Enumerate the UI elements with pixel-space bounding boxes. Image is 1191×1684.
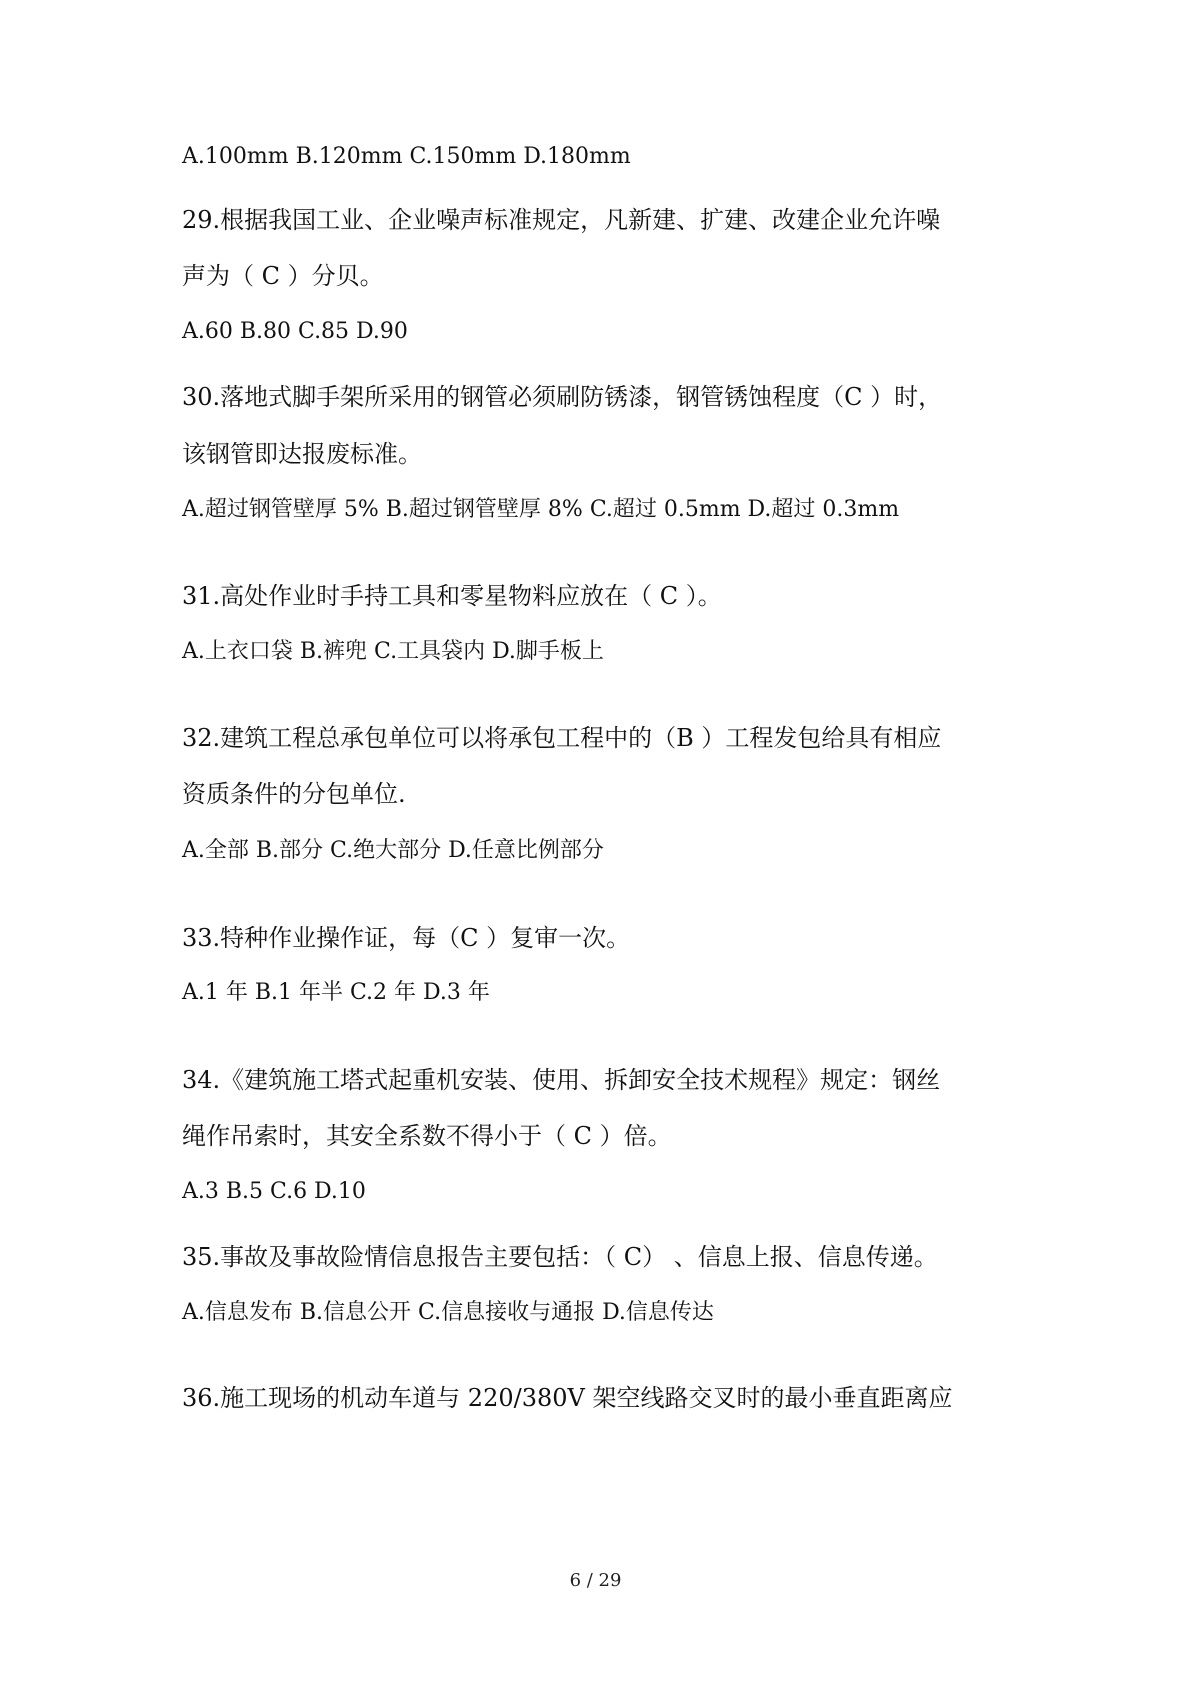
- question-29-options: A.60 B.80 C.85 D.90: [182, 319, 408, 344]
- question-36-line-1: 36.施工现场的机动车道与 220/380V 架空线路交叉时的最小垂直距离应: [182, 1384, 953, 1412]
- question-33-options: A.1 年 B.1 年半 C.2 年 D.3 年: [182, 980, 490, 1005]
- question-28-options: A.100mm B.120mm C.150mm D.180mm: [182, 144, 631, 169]
- question-32-line-2: 资质条件的分包单位.: [182, 780, 406, 808]
- question-32-line-1: 32.建筑工程总承包单位可以将承包工程中的（B ）工程发包给具有相应: [182, 724, 942, 752]
- question-34-options: A.3 B.5 C.6 D.10: [182, 1179, 366, 1204]
- question-31-line-1: 31.高处作业时手持工具和零星物料应放在（ C ）。: [182, 582, 722, 610]
- question-32-options: A.全部 B.部分 C.绝大部分 D.任意比例部分: [182, 838, 604, 863]
- question-34-line-2: 绳作吊索时，其安全系数不得小于（ C ）倍。: [182, 1122, 672, 1150]
- question-34-line-1: 34.《建筑施工塔式起重机安装、使用、拆卸安全技术规程》规定：钢丝: [182, 1066, 941, 1094]
- question-35-line-1: 35.事故及事故险情信息报告主要包括：（ C） 、信息上报、信息传递。: [182, 1243, 938, 1271]
- question-29-line-1: 29.根据我国工业、企业噪声标准规定，凡新建、扩建、改建企业允许噪: [182, 206, 941, 234]
- question-30-line-1: 30.落地式脚手架所采用的钢管必须刷防锈漆，钢管锈蚀程度（C ）时，: [182, 383, 943, 411]
- question-33-line-1: 33.特种作业操作证，每（C ）复审一次。: [182, 924, 631, 952]
- question-35-options: A.信息发布 B.信息公开 C.信息接收与通报 D.信息传达: [182, 1300, 714, 1325]
- question-29-line-2: 声为（ C ）分贝。: [182, 262, 384, 290]
- question-30-options: A.超过钢管壁厚 5% B.超过钢管壁厚 8% C.超过 0.5mm D.超过 0.3mm: [182, 497, 900, 522]
- question-31-options: A.上衣口袋 B.裤兜 C.工具袋内 D.脚手板上: [182, 639, 604, 664]
- page-number: 6 / 29: [569, 1570, 622, 1591]
- question-30-line-2: 该钢管即达报废标准。: [182, 440, 422, 468]
